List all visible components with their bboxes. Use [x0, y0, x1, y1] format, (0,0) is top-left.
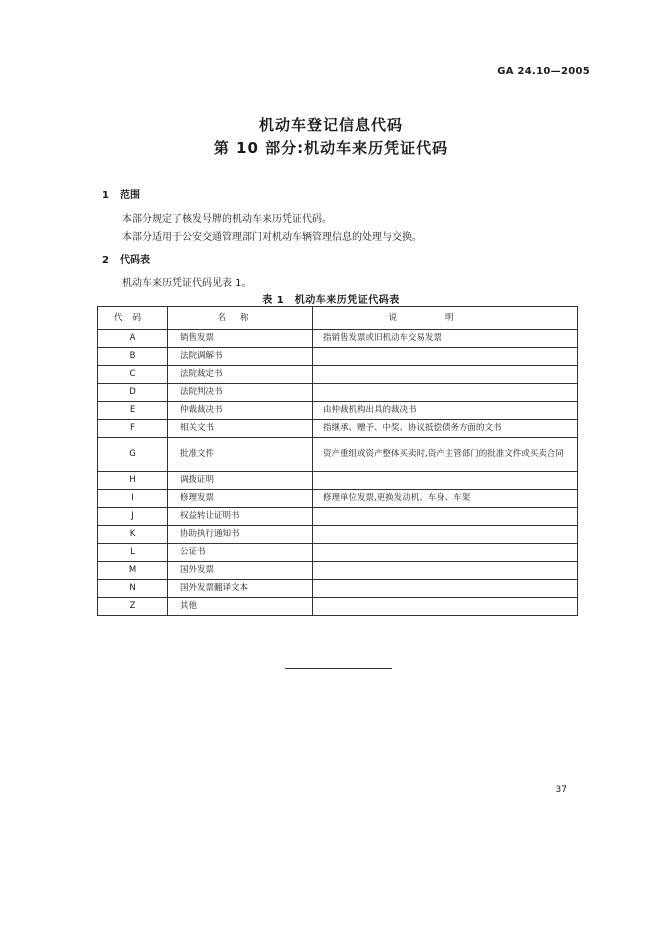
description-cell	[313, 508, 578, 526]
name-cell: 国外发票翻译文本	[168, 580, 313, 598]
description-cell	[313, 544, 578, 562]
page-number: 37	[555, 785, 567, 795]
description-cell	[313, 366, 578, 384]
name-cell: 仲裁裁决书	[168, 402, 313, 420]
table-row	[98, 508, 578, 526]
table-row	[98, 384, 578, 402]
paragraph: 机动车来历凭证代码见表 1。	[122, 278, 252, 289]
table-header-row	[98, 307, 578, 330]
document-subtitle: 第 10 部分:机动车来历凭证代码	[213, 139, 449, 157]
standard-number: GA 24.10—2005	[497, 66, 590, 77]
section-heading-code-table	[102, 251, 150, 266]
description-cell: 由仲裁机构出具的裁决书	[313, 402, 578, 420]
description-cell	[313, 562, 578, 580]
name-cell: 法院判决书	[168, 384, 313, 402]
name-cell: 公证书	[168, 544, 313, 562]
name-cell: 法院调解书	[168, 348, 313, 366]
name-cell: 其他	[168, 598, 313, 616]
name-cell: 批准文件	[168, 438, 313, 472]
table-row	[98, 580, 578, 598]
code-cell: H	[98, 472, 168, 490]
table-caption: 表 1 机动车来历凭证代码表	[262, 295, 400, 306]
column-header-code: 代码	[98, 307, 168, 330]
code-cell: K	[98, 526, 168, 544]
table-row	[98, 330, 578, 348]
table-row	[98, 438, 578, 472]
code-cell: L	[98, 544, 168, 562]
code-cell: D	[98, 384, 168, 402]
description-cell	[313, 384, 578, 402]
description-cell	[313, 598, 578, 616]
code-cell: E	[98, 402, 168, 420]
table-row	[98, 366, 578, 384]
end-divider	[285, 668, 392, 669]
section-title: 代码表	[120, 255, 150, 266]
code-cell: A	[98, 330, 168, 348]
description-cell: 指销售发票或旧机动车交易发票	[313, 330, 578, 348]
description-cell: 修理单位发票,更换发动机、车身、车架	[313, 490, 578, 508]
name-cell: 销售发票	[168, 330, 313, 348]
name-cell: 法院裁定书	[168, 366, 313, 384]
name-cell: 修理发票	[168, 490, 313, 508]
name-cell: 相关文书	[168, 420, 313, 438]
code-cell: B	[98, 348, 168, 366]
code-cell: Z	[98, 598, 168, 616]
table-row	[98, 402, 578, 420]
code-cell: I	[98, 490, 168, 508]
code-table	[97, 306, 578, 616]
name-cell: 协助执行通知书	[168, 526, 313, 544]
section-number: 2	[102, 255, 109, 266]
paragraph: 本部分规定了核发号牌的机动车来历凭证代码。	[122, 214, 332, 225]
code-cell: C	[98, 366, 168, 384]
table-row	[98, 526, 578, 544]
code-cell: G	[98, 438, 168, 472]
table-row	[98, 544, 578, 562]
description-cell: 指继承、赠予、中奖、协议抵偿债务方面的文书	[313, 420, 578, 438]
table-row	[98, 472, 578, 490]
section-number: 1	[102, 190, 109, 201]
column-header-description: 说明	[313, 307, 578, 330]
table-row	[98, 562, 578, 580]
code-cell: M	[98, 562, 168, 580]
description-cell	[313, 580, 578, 598]
description-cell	[313, 348, 578, 366]
code-cell: N	[98, 580, 168, 598]
table-row	[98, 348, 578, 366]
description-cell	[313, 526, 578, 544]
section-heading-scope	[102, 186, 140, 201]
description-cell	[313, 472, 578, 490]
paragraph: 本部分适用于公安交通管理部门对机动车辆管理信息的处理与交换。	[122, 232, 422, 243]
document-title: 机动车登记信息代码	[258, 116, 403, 134]
code-cell: F	[98, 420, 168, 438]
name-cell: 权益转让证明书	[168, 508, 313, 526]
table-row	[98, 420, 578, 438]
name-cell: 国外发票	[168, 562, 313, 580]
name-cell: 调拨证明	[168, 472, 313, 490]
code-cell: J	[98, 508, 168, 526]
table-row	[98, 490, 578, 508]
column-header-name: 名称	[168, 307, 313, 330]
table-row	[98, 598, 578, 616]
description-cell: 资产重组或资产整体买卖时,资产主管部门的批准文件或买卖合同	[313, 438, 578, 472]
section-title: 范围	[120, 190, 140, 201]
